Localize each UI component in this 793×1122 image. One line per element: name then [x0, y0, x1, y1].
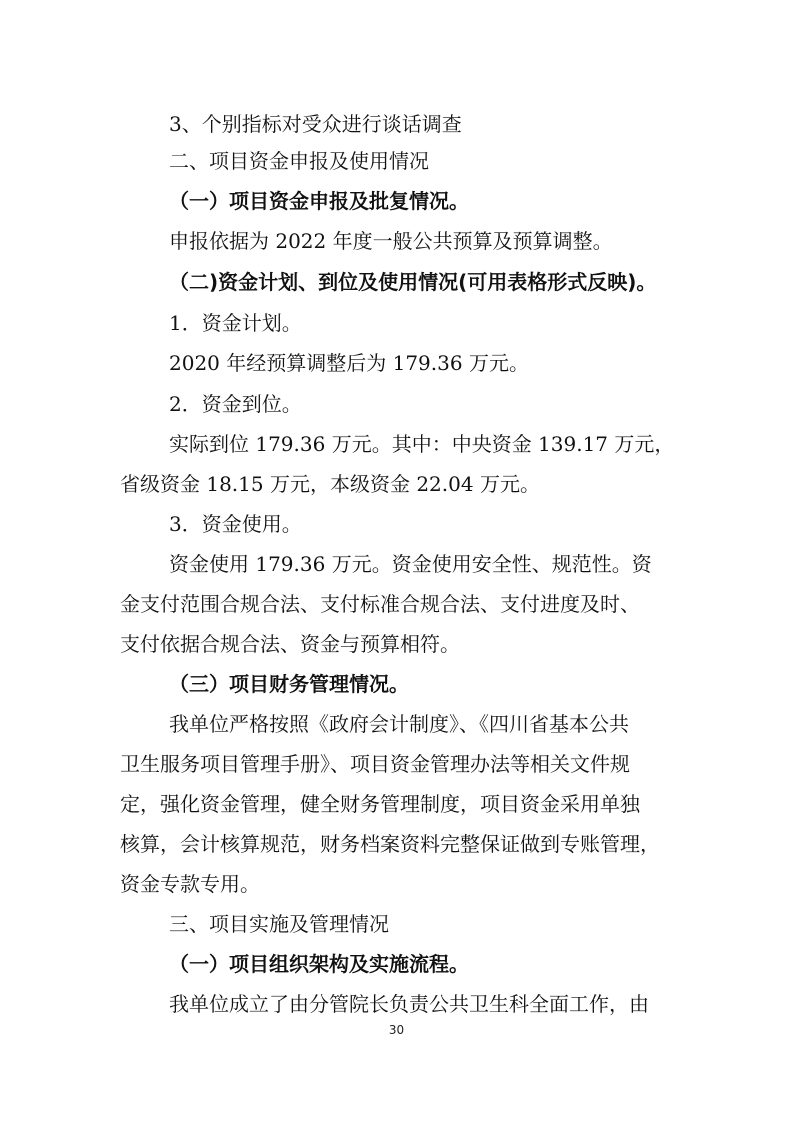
- subsection-heading-3-1: （一）项目组织架构及实施流程。: [169, 952, 469, 976]
- list-item-2: 2．资金到位。: [169, 392, 302, 416]
- body-line-11: 定，强化资金管理，健全财务管理制度，项目资金采用单独: [120, 792, 640, 816]
- body-line-5: 省级资金 18.15 万元，本级资金 22.04 万元。: [120, 472, 540, 496]
- body-line-12: 核算，会计核算规范，财务档案资料完整保证做到专账管理，: [120, 832, 660, 856]
- subsection-heading-2-3: （三）项目财务管理情况。: [169, 672, 409, 696]
- body-line-3: 2020 年经预算调整后为 179.36 万元。: [169, 351, 529, 375]
- body-line-2: 申报依据为 2022 年度一般公共预算及预算调整。: [169, 229, 613, 253]
- page-number: 30: [388, 1023, 405, 1037]
- body-line-4: 实际到位 179.36 万元。其中：中央资金 139.17 万元，: [169, 432, 675, 456]
- body-line-10: 卫生服务项目管理手册》、项目资金管理办法等相关文件规: [120, 752, 630, 776]
- list-item-3: 3．资金使用。: [169, 512, 302, 536]
- body-line-6: 资金使用 179.36 万元。资金使用安全性、规范性。资: [169, 552, 652, 576]
- body-line-7: 金支付范围合规合法、支付标准合规合法、支付进度及时、: [120, 592, 640, 616]
- list-item-1: 1．资金计划。: [169, 311, 302, 335]
- body-line-9: 我单位严格按照《政府会计制度》、《四川省基本公共: [169, 712, 629, 736]
- body-line-13: 资金专款专用。: [120, 872, 260, 896]
- body-line-14: 我单位成立了由分管院长负责公共卫生科全面工作，由: [169, 992, 649, 1016]
- body-line-1: 3、个别指标对受众进行谈话调查: [169, 112, 462, 136]
- section-heading-2: 二、项目资金申报及使用情况: [169, 149, 429, 173]
- body-line-8: 支付依据合规合法、资金与预算相符。: [120, 632, 460, 656]
- subsection-heading-2-2: （二)资金计划、到位及使用情况(可用表格形式反映)。: [169, 270, 657, 294]
- subsection-heading-2-1: （一）项目资金申报及批复情况。: [169, 189, 469, 213]
- section-heading-3: 三、项目实施及管理情况: [169, 912, 389, 936]
